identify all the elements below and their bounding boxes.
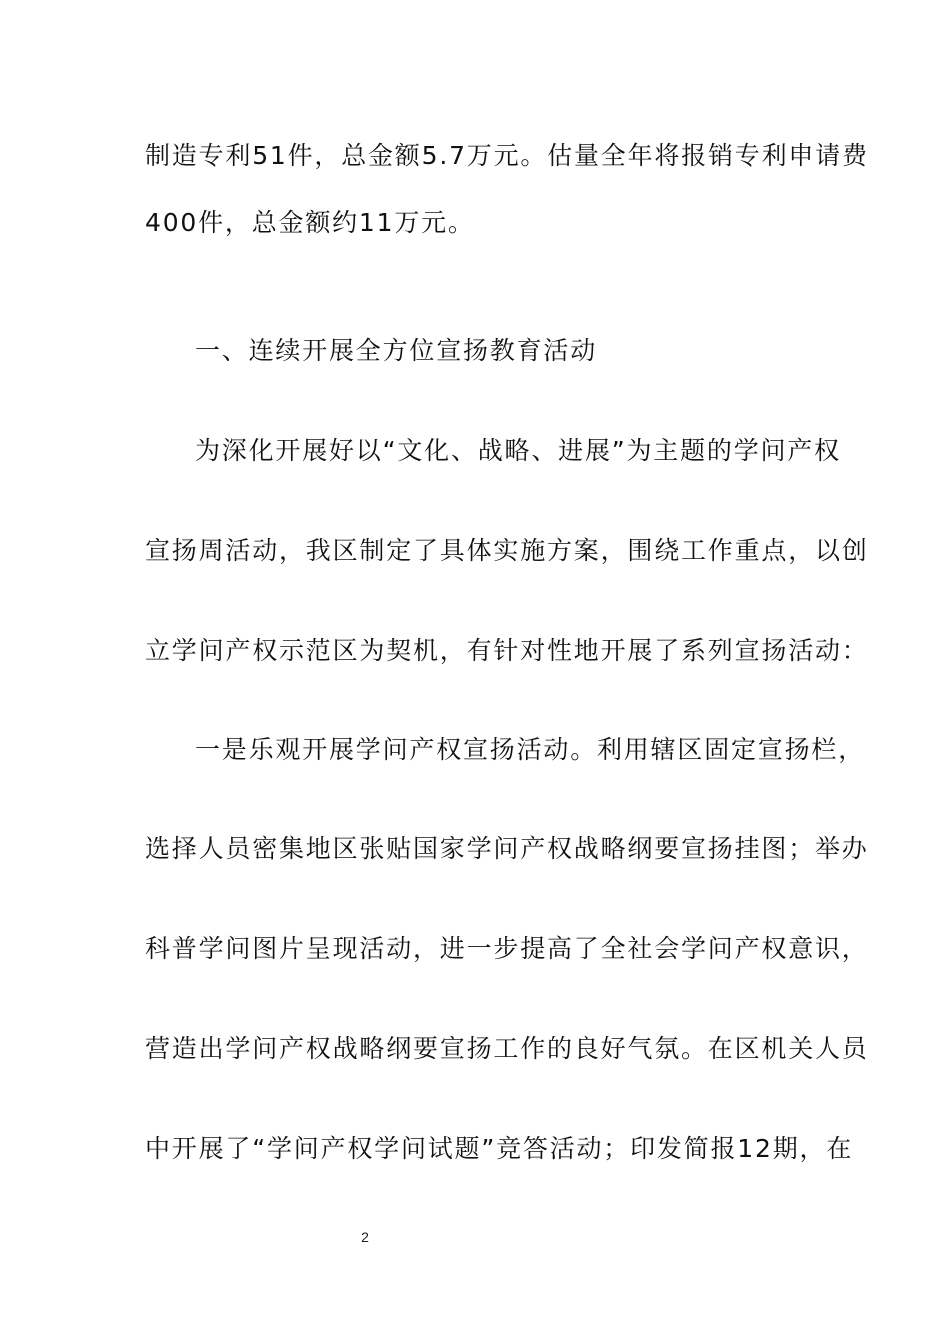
section-heading: 一、连续开展全方位宣扬教育活动 <box>195 336 598 365</box>
page-number: 2 <box>361 1229 369 1245</box>
paragraph-line-7: 一是乐观开展学问产权宣扬活动。利用辖区固定宣扬栏， <box>195 735 866 764</box>
paragraph-line-11: 中开展了“学问产权学问试题”竞答活动；印发简报12期，在 <box>145 1134 854 1163</box>
paragraph-line-8: 选择人员密集地区张贴国家学问产权战略纲要宣扬挂图；举办 <box>145 834 869 863</box>
paragraph-line-5: 宣扬周活动，我区制定了具体实施方案，围绕工作重点，以创 <box>145 536 869 565</box>
paragraph-line-2: 400件，总金额约11万元。 <box>145 208 475 237</box>
paragraph-line-4: 为深化开展好以“文化、战略、进展”为主题的学问产权 <box>195 436 841 465</box>
paragraph-line-1: 制造专利51件，总金额5.7万元。估量全年将报销专利申请费 <box>145 141 869 170</box>
paragraph-line-9: 科普学问图片呈现活动，进一步提高了全社会学问产权意识， <box>145 934 869 963</box>
paragraph-line-6: 立学问产权示范区为契机，有针对性地开展了系列宣扬活动： <box>145 636 869 665</box>
paragraph-line-10: 营造出学问产权战略纲要宣扬工作的良好气氛。在区机关人员 <box>145 1034 869 1063</box>
